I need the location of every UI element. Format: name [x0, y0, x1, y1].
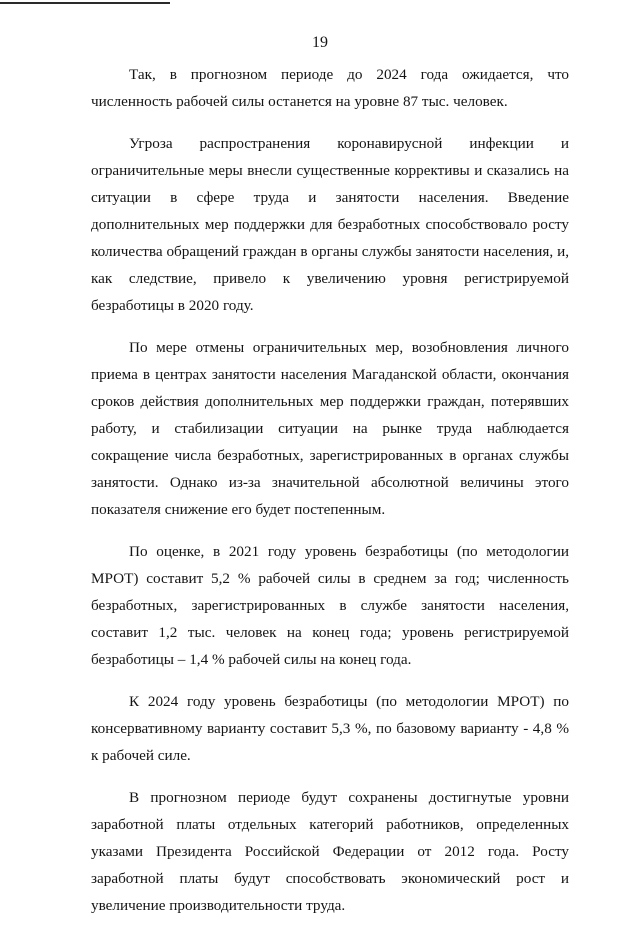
paragraph-2021-estimate: По оценке, в 2021 году уровень безработицы (по методологии МРОТ) составит 5,2 % рабочей силы в среднем за год; численность безработных, зарегистрированных в службе занятости населения, составит 1,2 тыс. человек на конец года; уровень регистрируемой безработицы – 1,4 % рабочей силы на конец года. — [91, 543, 569, 668]
document-body — [91, 61, 569, 934]
paragraph-2024-forecast: К 2024 году уровень безработицы (по методологии МРОТ) по консервативному варианту составит 5,3 %, по базовому варианту - 4,8 % к рабочей силе. — [91, 693, 569, 764]
paragraph-coronavirus-impact: Угроза распространения коронавирусной инфекции и ограничительные меры внесли существенные коррективы и сказались на ситуации в сфере труда и занятости населения. Введение дополнительных мер поддержки для безработных способствовало росту количества обращений граждан в органы службы занятости населения, и, как следствие, привело к увеличению уровня регистрируемой безработицы в 2020 году. — [91, 135, 569, 314]
top-rule-line — [0, 2, 170, 4]
paragraph-unemployment-decline: По мере отмены ограничительных мер, возобновления личного приема в центрах занятости населения Магаданской области, окончания сроков действия дополнительных мер поддержки граждан, потерявших работу, и стабилизации ситуации на рынке труда наблюдается сокращение числа безработных, зарегистрированных в органах службы занятости. Однако из-за значительной абсолютной величины этого показателя снижение его будет постепенным. — [91, 339, 569, 518]
paragraph-workforce-forecast: Так, в прогнозном периоде до 2024 года ожидается, что численность рабочей силы останется на уровне 87 тыс. человек. — [91, 66, 569, 110]
paragraph-wages: В прогнозном периоде будут сохранены достигнутые уровни заработной платы отдельных категорий работников, определенных указами Президента Российской Федерации от 2012 года. Росту заработной платы будут способствовать экономический рост и увеличение производительности труда. — [91, 789, 569, 914]
page-number: 19 — [312, 34, 328, 51]
